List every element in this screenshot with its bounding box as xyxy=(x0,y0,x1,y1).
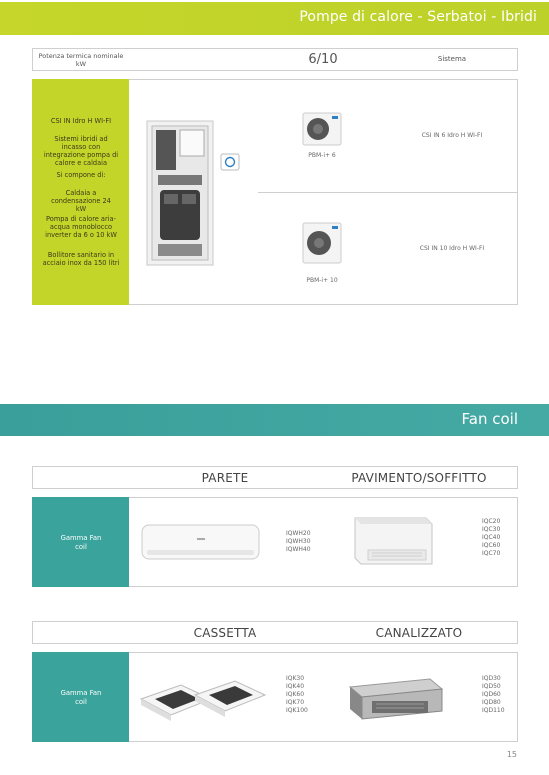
cassetta-model: IQK60 xyxy=(286,691,305,698)
unit-10-label: PBM-i+ 10 xyxy=(306,277,338,284)
section-title-fan-coil: Fan coil xyxy=(461,410,518,428)
canalizzato-model: IQD50 xyxy=(482,683,501,690)
unit-6-label: PBM-i+ 6 xyxy=(308,152,336,159)
product-desc-5: Bollitore sanitario in acciaio inox da 150 litri xyxy=(42,251,120,267)
product-image-cell xyxy=(129,79,259,305)
product-description-cell xyxy=(32,79,130,305)
floor-ceiling-unit-image xyxy=(352,512,436,568)
thermostat-icon xyxy=(220,153,240,171)
t3-gamma-cell xyxy=(32,652,130,742)
t3-canalizzato-cell xyxy=(322,652,518,742)
cassetta-model: IQK30 xyxy=(286,675,305,682)
parete-header: PARETE xyxy=(201,471,249,485)
header-cell-empty xyxy=(129,48,259,71)
product-desc-3: Caldaia a condensazione 24 kW xyxy=(51,189,111,213)
header-cell-power xyxy=(32,48,130,71)
canalizzato-model: IQD60 xyxy=(482,691,501,698)
t3-header-blank xyxy=(32,621,130,644)
hybrid-unit-image xyxy=(146,120,216,268)
header-cell-system xyxy=(388,48,518,71)
t3-cassetta-cell xyxy=(129,652,323,742)
product-desc-4: Pompa di calore aria-acqua monoblocco inverter da 6 o 10 kW xyxy=(45,215,117,239)
system-10-label: CSI IN 10 Idro H WI-FI xyxy=(419,245,485,252)
wall-unit-image xyxy=(141,524,261,562)
canalizzato-model: IQD80 xyxy=(482,699,501,706)
t3-header-cassetta xyxy=(129,621,323,644)
t2-gamma-cell xyxy=(32,497,130,587)
section-header-heat-pumps xyxy=(0,2,549,35)
canalizzato-models-list xyxy=(482,675,514,715)
parete-model: IQWH20 xyxy=(286,530,311,537)
canalizzato-header: CANALIZZATO xyxy=(375,626,463,640)
parete-model: IQWH40 xyxy=(286,546,311,553)
outdoor-unit-6-image xyxy=(302,112,342,146)
unit-cell-10 xyxy=(258,192,389,305)
t2-gamma-label: Gamma Fan coil xyxy=(60,534,102,551)
product-desc-1: Sistemi ibridi ad incasso con integrazione pompa di calore e caldaia xyxy=(43,135,119,167)
t2-header-blank xyxy=(32,466,130,489)
cassette-units-image xyxy=(137,669,271,729)
cassetta-model: IQK40 xyxy=(286,683,305,690)
unit-cell-6 xyxy=(258,79,389,193)
t3-header-canalizzato xyxy=(322,621,518,644)
pavimento-model: IQC70 xyxy=(482,550,501,557)
page-number: 15 xyxy=(506,750,517,759)
ducted-unit-image xyxy=(346,671,446,727)
t2-pavimento-cell xyxy=(322,497,518,587)
cassetta-models-list xyxy=(286,675,320,715)
pavimento-header: PAVIMENTO/SOFFITTO xyxy=(351,471,487,485)
pavimento-models-list xyxy=(482,518,514,558)
power-header-label: Potenza termica nominale kW xyxy=(38,52,124,68)
t2-parete-cell xyxy=(129,497,323,587)
section-header-fan-coil xyxy=(0,404,549,436)
t3-gamma-label: Gamma Fan coil xyxy=(60,689,102,706)
pavimento-model: IQC20 xyxy=(482,518,501,525)
parete-models-list xyxy=(286,530,320,554)
canalizzato-model: IQD110 xyxy=(482,707,505,714)
pavimento-model: IQC30 xyxy=(482,526,501,533)
product-name: CSI IN Idro H WI-FI xyxy=(50,117,112,125)
outdoor-unit-10-image xyxy=(302,222,342,264)
t2-header-parete xyxy=(129,466,323,489)
t2-header-pavimento xyxy=(322,466,518,489)
system-6-label: CSI IN 6 Idro H WI-FI xyxy=(421,132,483,139)
cassetta-model: IQK70 xyxy=(286,699,305,706)
system-cell-6 xyxy=(388,79,518,193)
canalizzato-model: IQD30 xyxy=(482,675,501,682)
system-header-label: Sistema xyxy=(437,55,467,63)
header-cell-kw xyxy=(258,48,389,71)
product-desc-2: Si compone di: xyxy=(56,171,106,179)
cassetta-model: IQK100 xyxy=(286,707,308,714)
kw-header-label: 6/10 xyxy=(308,52,338,67)
cassetta-header: CASSETTA xyxy=(193,626,257,640)
section-title: Pompe di calore - Serbatoi - Ibridi xyxy=(299,9,537,25)
system-cell-10 xyxy=(388,192,518,305)
pavimento-model: IQC40 xyxy=(482,534,501,541)
pavimento-model: IQC60 xyxy=(482,542,501,549)
parete-model: IQWH30 xyxy=(286,538,311,545)
